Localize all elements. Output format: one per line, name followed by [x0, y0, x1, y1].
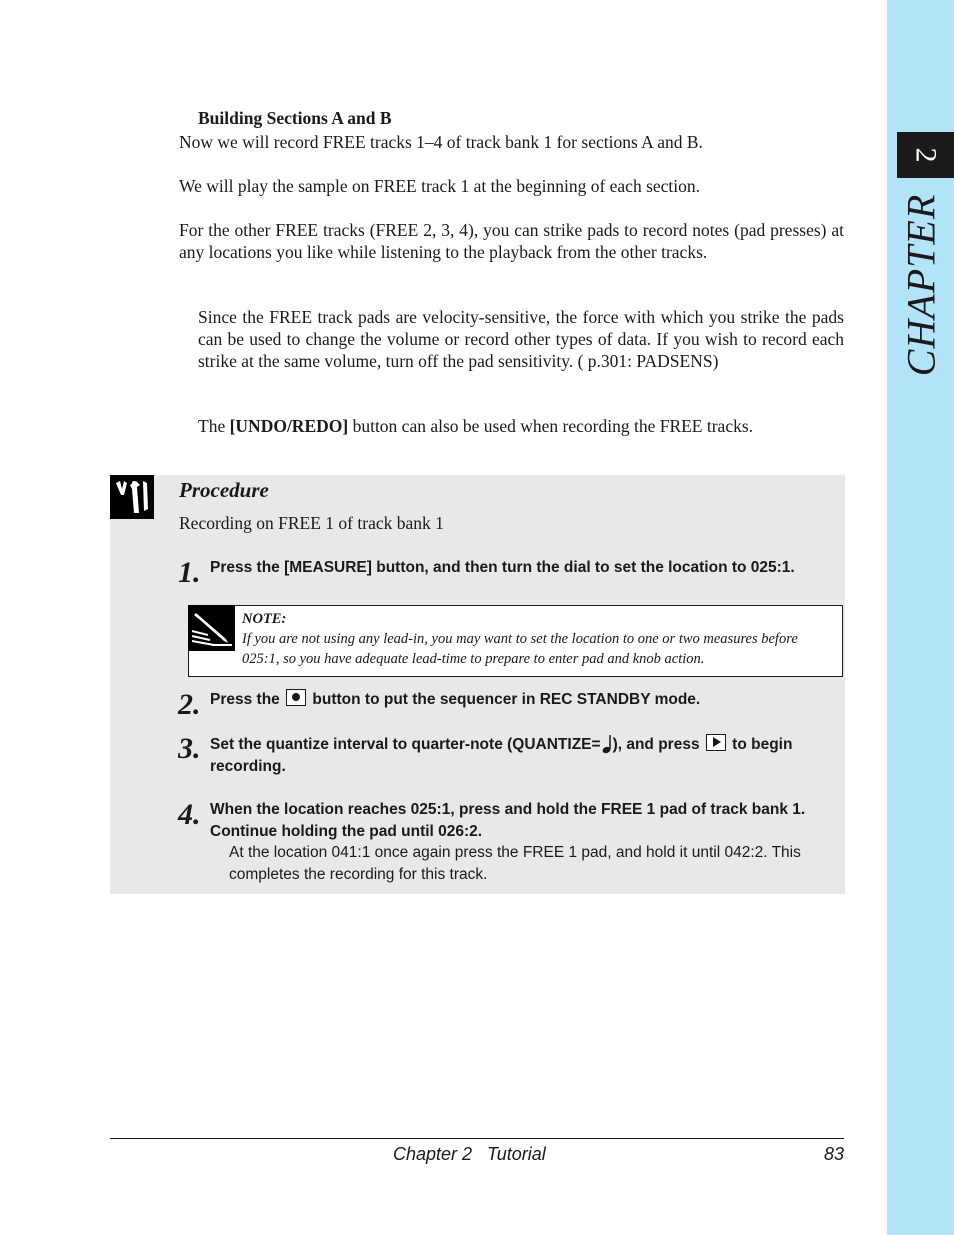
section-heading: Building Sections A and B: [198, 108, 392, 128]
step-number-1: 1.: [178, 556, 201, 589]
paragraph-4: Since the FREE track pads are velocity-sensitive, the force with which you strike the pads can be used to change the volume or record other types of data. If you wish to record each strike at the same volume, turn off the pad sensitivity. ( p.301: PADSENS): [198, 307, 844, 371]
chapter-sidebar-band: [887, 0, 954, 1235]
procedure-icon: [110, 475, 154, 519]
step-3-post: to begin recording.: [210, 736, 793, 775]
paragraph-5: [198, 415, 753, 437]
step-number-4: 4.: [178, 798, 201, 831]
step-3-mid: ), and press: [612, 736, 704, 753]
footer-page-number: 83: [823, 1144, 844, 1164]
note-pen-icon: [188, 605, 235, 651]
step-number-2: 2.: [178, 688, 201, 721]
step-2-pre: Press the: [210, 691, 285, 708]
step-text-2: [210, 689, 840, 711]
step-text-1: Press the [MEASURE] button, and then turn the dial to set the location to 025:1.: [210, 559, 795, 576]
note-text: If you are not using any lead-in, you may want to set the location to one or two measures before 025:1, so you have adequate lead-time to prepare to enter pad and knob action.: [242, 631, 798, 667]
procedure-title: Procedure: [179, 478, 269, 502]
p5-post: button can also be used when recording the FREE tracks.: [348, 416, 754, 436]
step-number-3: 3.: [178, 732, 201, 765]
step-2-post: button to put the sequencer in REC STANDBY mode.: [308, 691, 701, 708]
p5-pre: The: [198, 416, 230, 436]
paragraph-3: For the other FREE tracks (FREE 2, 3, 4), you can strike pads to record notes (pad presses) at any locations you like while listening to the playback from the other tracks.: [179, 220, 844, 262]
step-text-4: When the location reaches 025:1, press and hold the FREE 1 pad of track bank 1. Continue holding the pad until 026:2.: [210, 801, 806, 840]
undo-redo-label: [UNDO/REDO]: [229, 416, 349, 436]
record-icon: [286, 689, 306, 706]
procedure-subtitle: Recording on FREE 1 of track bank 1: [179, 513, 444, 533]
footer-rule: [110, 1138, 844, 1139]
paragraph-1: Now we will record FREE tracks 1–4 of track bank 1 for sections A and B.: [179, 132, 703, 152]
paragraph-2: We will play the sample on FREE track 1 at the beginning of each section.: [179, 176, 701, 196]
play-icon: [706, 734, 726, 751]
step-text-3: [210, 733, 840, 778]
chapter-word: CHAPTER: [898, 193, 944, 377]
quarter-note-icon: [601, 733, 613, 755]
step-3-pre: Set the quantize interval to quarter-note (QUANTIZE=: [210, 736, 601, 753]
step-4-detail: At the location 041:1 once again press the FREE 1 pad, and hold it until 042:2. This completes the recording for this track.: [229, 844, 801, 883]
note-title: NOTE:: [242, 611, 287, 627]
footer-chapter: Chapter 2 Tutorial: [393, 1144, 546, 1164]
chapter-number: 2: [909, 147, 943, 163]
